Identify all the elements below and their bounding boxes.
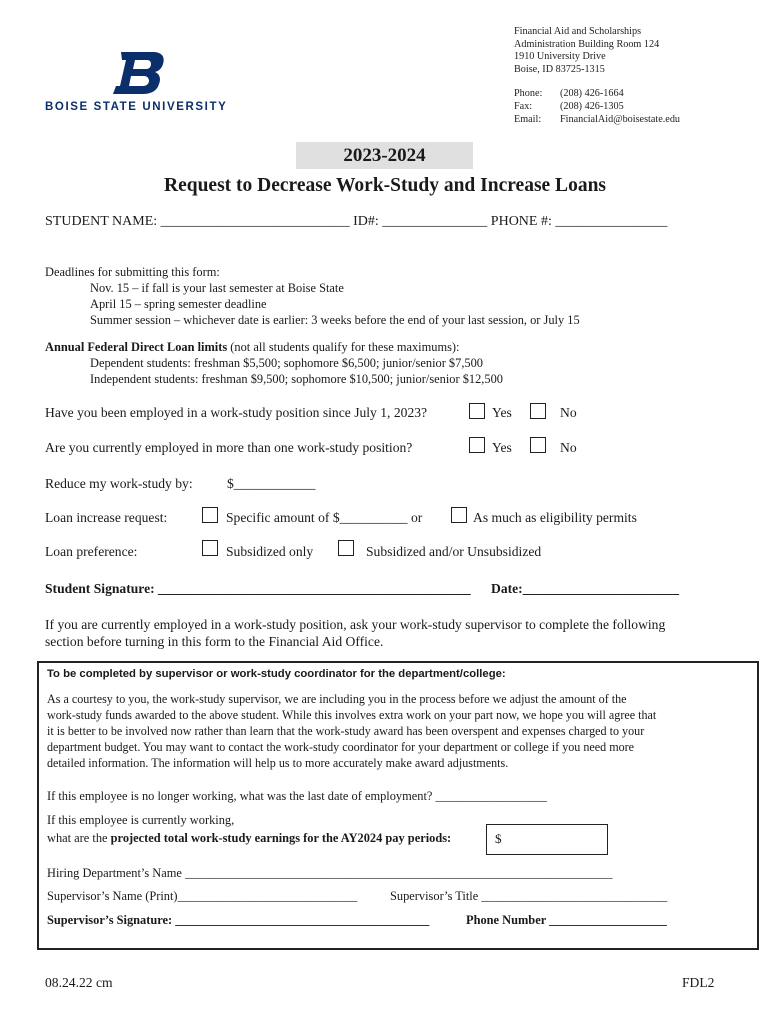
q2-yes-label: Yes: [492, 440, 512, 455]
deadline-item: April 15 – spring semester deadline: [90, 297, 267, 311]
form-title: Request to Decrease Work-Study and Increase Loans: [163, 175, 607, 196]
office-building: Administration Building Room 124: [514, 38, 660, 50]
dependent-limits: Dependent students: freshman $5,500; sophomore $6,500; junior/senior $7,500: [90, 356, 484, 370]
loan-limits-title: Annual Federal Direct Loan limits: [45, 340, 228, 354]
fax-value: (208) 426-1305: [560, 100, 624, 112]
university-name: BOISE STATE UNIVERSITY: [45, 101, 228, 113]
reduce-workstudy-label: Reduce my work-study by:: [45, 476, 193, 491]
specific-amount-field[interactable]: Specific amount of $__________ or: [226, 510, 423, 525]
supervisor-signature-field[interactable]: Supervisor’s Signature: _________________________________________: [47, 913, 430, 927]
footer-form-id: FDL2: [682, 975, 715, 990]
reduce-amount-field[interactable]: $____________: [227, 476, 316, 491]
projected-earnings-input[interactable]: [486, 824, 608, 855]
q2-no-checkbox[interactable]: [530, 437, 546, 453]
office-name: Financial Aid and Scholarships: [514, 26, 642, 37]
loan-preference-label: Loan preference:: [45, 544, 138, 559]
specific-amount-checkbox[interactable]: [202, 507, 218, 523]
q1-no-label: No: [560, 405, 577, 420]
office-street: 1910 University Drive: [514, 51, 606, 63]
question-employed-since: Have you been employed in a work-study position since July 1, 2023?: [45, 405, 428, 420]
academic-year: 2023-2024: [296, 142, 473, 169]
q1-yes-label: Yes: [492, 405, 512, 420]
last-employment-date-field[interactable]: If this employee is no longer working, what was the last date of employment? __________________: [47, 789, 548, 803]
dollar-sign: $: [495, 831, 502, 846]
hiring-department-field[interactable]: Hiring Department’s Name _____________________________________________________________________: [47, 866, 613, 880]
supervisor-paragraph-line: department budget. You may want to contact the work-study coordinator for your department or college if you need more: [47, 740, 635, 754]
supervisor-instruction: If you are currently employed in a work-study position, ask your work-study supervisor to complete the following: [45, 617, 666, 632]
supervisor-paragraph-line: work-study funds awarded to the above student. While this involves extra work on your part now, we hope you will agree that: [47, 708, 657, 722]
loan-limits-note: (not all students qualify for these maximums):: [227, 340, 460, 354]
supervisor-section-heading: To be completed by supervisor or work-study coordinator for the department/college:: [47, 668, 506, 680]
student-signature-field[interactable]: Student Signature: ______________________________________________: [45, 581, 471, 596]
projected-earnings-question: projected total work-study earnings for the AY2024 pay periods:: [110, 831, 452, 845]
q2-yes-checkbox[interactable]: [469, 437, 485, 453]
phone-label: Phone:: [514, 88, 543, 100]
supervisor-paragraph-line: it is better to be involved now rather than learn that the work-study award has been overspent and expenses charged to your: [47, 724, 645, 738]
independent-limits: Independent students: freshman $9,500; sophomore $10,500; junior/senior $12,500: [90, 372, 503, 386]
projected-earnings-prefix: what are the: [47, 831, 111, 845]
signature-date-field[interactable]: Date:_______________________: [491, 581, 680, 596]
supervisor-instruction: section before turning in this form to the Financial Aid Office.: [45, 634, 384, 649]
unsubsidized-checkbox[interactable]: [338, 540, 354, 556]
email-label: Email:: [514, 113, 542, 125]
deadline-item: Nov. 15 – if fall is your last semester at Boise State: [90, 281, 344, 295]
supervisor-title-field[interactable]: Supervisor’s Title ______________________________: [390, 889, 668, 903]
max-eligibility-checkbox[interactable]: [451, 507, 467, 523]
deadlines-heading: Deadlines for submitting this form:: [45, 265, 220, 279]
phone-value: (208) 426-1664: [560, 88, 624, 100]
boise-state-logo-icon: [113, 52, 165, 94]
office-city: Boise, ID 83725-1315: [514, 63, 605, 75]
email-link[interactable]: FinancialAid@boisestate.edu: [560, 113, 681, 125]
unsubsidized-label: Subsidized and/or Unsubsidized: [366, 544, 542, 559]
footer-revision-code: 08.24.22 cm: [45, 975, 113, 990]
q2-no-label: No: [560, 440, 577, 455]
currently-working-label: If this employee is currently working,: [47, 813, 235, 827]
loan-limits-heading: [45, 340, 459, 355]
fax-label: Fax:: [514, 100, 533, 112]
q1-yes-checkbox[interactable]: [469, 403, 485, 419]
deadline-item: Summer session – whichever date is earlier: 3 weeks before the end of your last session, or July 15: [90, 313, 580, 327]
subsidized-only-label: Subsidized only: [226, 544, 314, 559]
contact-block: [514, 26, 680, 126]
subsidized-only-checkbox[interactable]: [202, 540, 218, 556]
q1-no-checkbox[interactable]: [530, 403, 546, 419]
max-eligibility-label: As much as eligibility permits: [473, 510, 637, 525]
student-info-line[interactable]: STUDENT NAME: ___________________________ ID#: _______________ PHONE #: ________________: [45, 214, 668, 229]
supervisor-paragraph-line: As a courtesy to you, the work-study supervisor, we are including you in the process before we adjust the amount of the: [47, 692, 627, 706]
supervisor-name-field[interactable]: Supervisor’s Name (Print)_____________________________: [47, 889, 358, 903]
projected-earnings-label: [47, 831, 451, 846]
supervisor-phone-field[interactable]: Phone Number ___________________: [466, 913, 667, 927]
supervisor-paragraph-line: detailed information. The information will help us to more accurately make award adjustments.: [47, 756, 509, 770]
question-multiple-positions: Are you currently employed in more than one work-study position?: [45, 440, 413, 455]
loan-increase-label: Loan increase request:: [45, 510, 168, 525]
